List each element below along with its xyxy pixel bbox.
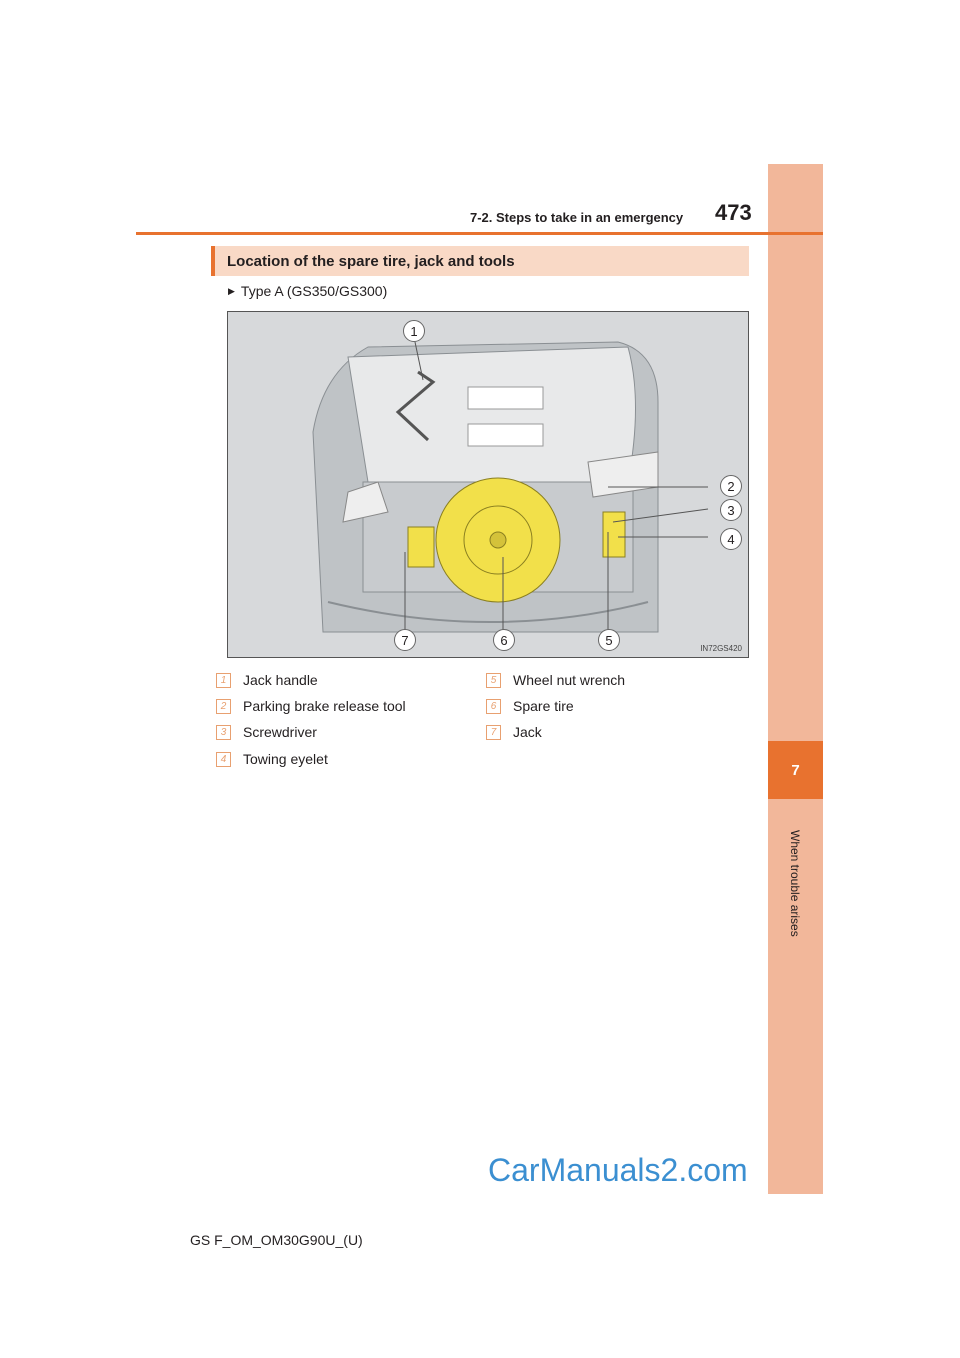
figure-code: IN72GS420 <box>700 644 742 653</box>
type-label <box>228 283 387 299</box>
legend-item <box>216 751 328 767</box>
legend-label: Screwdriver <box>243 724 317 740</box>
legend-number: 5 <box>486 673 501 688</box>
type-label-text: Type A (GS350/GS300) <box>240 283 388 299</box>
legend-item <box>216 672 318 688</box>
running-header: 7-2. Steps to take in an emergency <box>470 210 684 225</box>
jack-shape <box>408 527 434 567</box>
callout-6: 6 <box>493 629 515 651</box>
panel-bottom <box>468 424 543 446</box>
legend-label: Jack <box>513 724 542 740</box>
trunk-illustration <box>227 311 749 658</box>
callout-2: 2 <box>720 475 742 497</box>
legend-label: Wheel nut wrench <box>513 672 626 688</box>
callout-5: 5 <box>598 629 620 651</box>
tools-shape <box>603 512 625 557</box>
legend-number: 4 <box>216 752 231 767</box>
header-rule <box>136 232 823 235</box>
bullet-triangle-icon: ▶ <box>228 285 235 296</box>
panel-top <box>468 387 543 409</box>
section-heading: Location of the spare tire, jack and tools <box>211 246 749 276</box>
legend-label: Spare tire <box>513 698 574 714</box>
legend-label: Towing eyelet <box>243 751 328 767</box>
callout-3: 3 <box>720 499 742 521</box>
legend-label: Jack handle <box>243 672 318 688</box>
chapter-number: 7 <box>768 741 823 799</box>
callout-7: 7 <box>394 629 416 651</box>
legend-item <box>216 698 406 714</box>
footer-document-code: GS F_OM_OM30G90U_(U) <box>190 1232 363 1248</box>
legend-item <box>486 698 574 714</box>
chapter-side-tab <box>768 164 823 1194</box>
legend-number: 7 <box>486 725 501 740</box>
legend-label: Parking brake release tool <box>243 698 406 714</box>
watermark-text: CarManuals2.com <box>488 1152 748 1188</box>
legend-item <box>486 672 625 688</box>
legend-number: 3 <box>216 725 231 740</box>
callout-4: 4 <box>720 528 742 550</box>
spare-tire-hub <box>490 532 506 548</box>
page-number: 473 <box>715 200 752 225</box>
legend-number: 6 <box>486 699 501 714</box>
chapter-label: When trouble arises <box>788 830 802 937</box>
legend-number: 2 <box>216 699 231 714</box>
legend-number: 1 <box>216 673 231 688</box>
legend-item <box>486 724 542 740</box>
trunk-drawing <box>228 312 748 657</box>
callout-1: 1 <box>403 320 425 342</box>
legend-item <box>216 724 317 740</box>
